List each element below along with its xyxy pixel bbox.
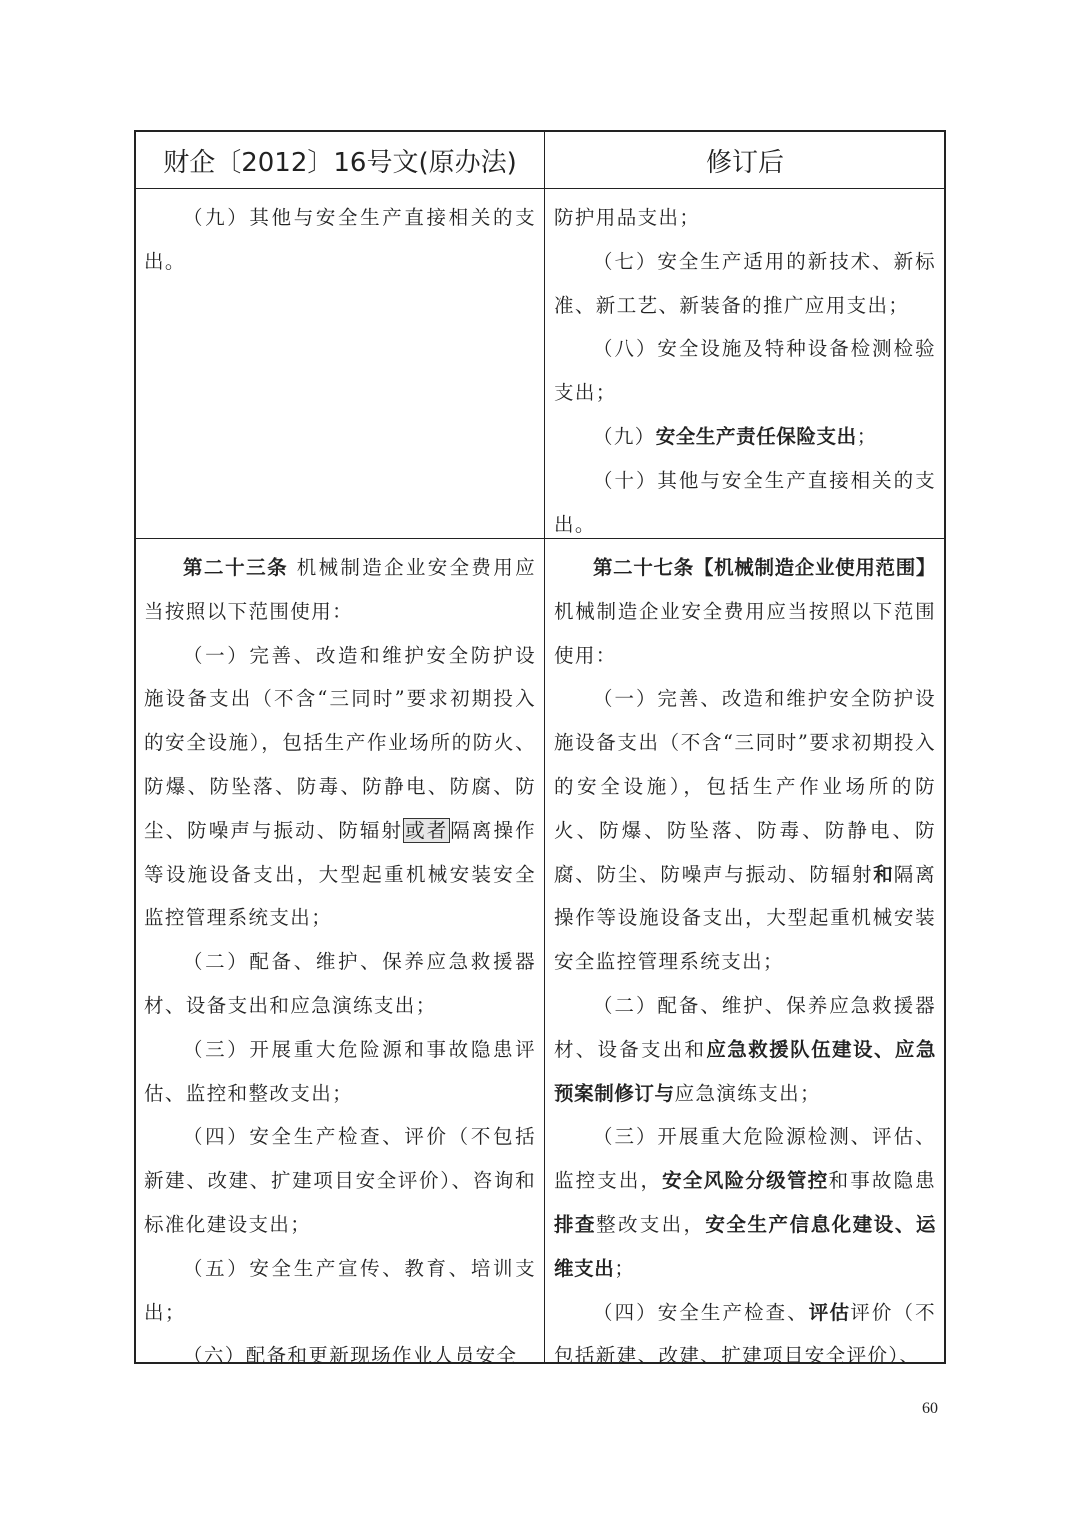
header-original: 财企〔2012〕16号文(原办法) — [163, 147, 517, 178]
article-title: 第二十三条 — [183, 556, 289, 579]
revised-item-7: （七）安全生产适用的新技术、新标准、新工艺、新装备的推广应用支出； — [554, 249, 936, 317]
comparison-table — [134, 130, 946, 1368]
added-text: 安全生产信息化建设、运维支出 — [554, 1212, 936, 1280]
revised-item-8: （八）安全设施及特种设备检测检验支出； — [554, 337, 936, 405]
revised-item-1: （一）完善、改造和维护安全防护设施设备支出（不含“三同时”要求初期投入的安全设施），包括生产作业场所的防火、防爆、防坠落、防毒、防静电、防腐、防尘、防噪声与振动、防辐射和隔离操作等设施设备支出，大型起重机械安装安全监控管理系统支出； — [554, 687, 936, 974]
revised-item-2: （二）配备、维护、保养应急救援器材、设备支出和应急救援队伍建设、应急预案制修订与应急演练支出； — [554, 993, 936, 1105]
added-text: 排查 — [554, 1212, 597, 1236]
article-title: 第二十七条【机械制造企业使用范围】 — [593, 556, 936, 579]
original-article: 第二十三条 机械制造企业安全费用应当按照以下范围使用： — [144, 556, 536, 623]
row1-revised-cell — [554, 196, 936, 546]
original-item-1: （一）完善、改造和维护安全防护设施设备支出（不含“三同时”要求初期投入的安全设施），包括生产作业场所的防火、防爆、防坠落、防毒、防静电、防腐、防尘、防噪声与振动、防辐射 或者 隔离操作等设施设备支出，大型起重机械安装安全监控管理系统支出； — [144, 643, 536, 930]
header-revised: 修订后 — [705, 147, 784, 178]
revised-item-4: （四）安全生产检查、评估评价（不包括新建、改建、扩建项目安全评价）、 — [554, 1300, 936, 1368]
original-item-4: （四）安全生产检查、评价（不包括新建、改建、扩建项目安全评价）、咨询和标准化建设支出； — [144, 1125, 536, 1236]
highlighted-text: 或者 — [405, 818, 449, 842]
added-text: 和 — [873, 862, 894, 886]
column-divider — [544, 132, 545, 1362]
added-text: 安全生产责任保险支出 — [655, 424, 857, 448]
original-item-6: （六）配备和更新现场作业人员安全 — [183, 1344, 518, 1368]
original-item-3: （三）开展重大危险源和事故隐患评估、监控和整改支出； — [144, 1037, 536, 1105]
original-item-5: （五）安全生产宣传、教育、培训支出； — [144, 1256, 536, 1324]
header-divider — [136, 188, 944, 189]
added-text: 评估 — [808, 1300, 851, 1324]
page-number: 60 — [922, 1400, 938, 1417]
row1-original-cell — [144, 196, 536, 284]
revised-article: 第二十七条【机械制造企业使用范围】机械制造企业安全费用应当按照以下范围使用： — [554, 556, 936, 667]
revised-continued-text: 防护用品支出； — [554, 206, 701, 229]
row2-revised-cell — [554, 546, 936, 1378]
added-text: 应急救援队伍建设、应急预案制修订与 — [554, 1037, 936, 1105]
original-item-9: （九）其他与安全生产直接相关的支出。 — [144, 206, 536, 273]
added-text: 安全风险分级管控 — [662, 1169, 829, 1193]
revised-item-10: （十）其他与安全生产直接相关的支出。 — [554, 468, 936, 536]
original-item-2: （二）配备、维护、保养应急救援器材、设备支出和应急演练支出； — [144, 950, 536, 1017]
row2-original-cell — [144, 546, 536, 1378]
revised-item-3: （三）开展重大危险源检测、评估、监控支出，安全风险分级管控和事故隐患排查整改支出，安全生产信息化建设、运维支出； — [554, 1125, 936, 1280]
revised-item-9: （九）安全生产责任保险支出； — [593, 424, 878, 448]
